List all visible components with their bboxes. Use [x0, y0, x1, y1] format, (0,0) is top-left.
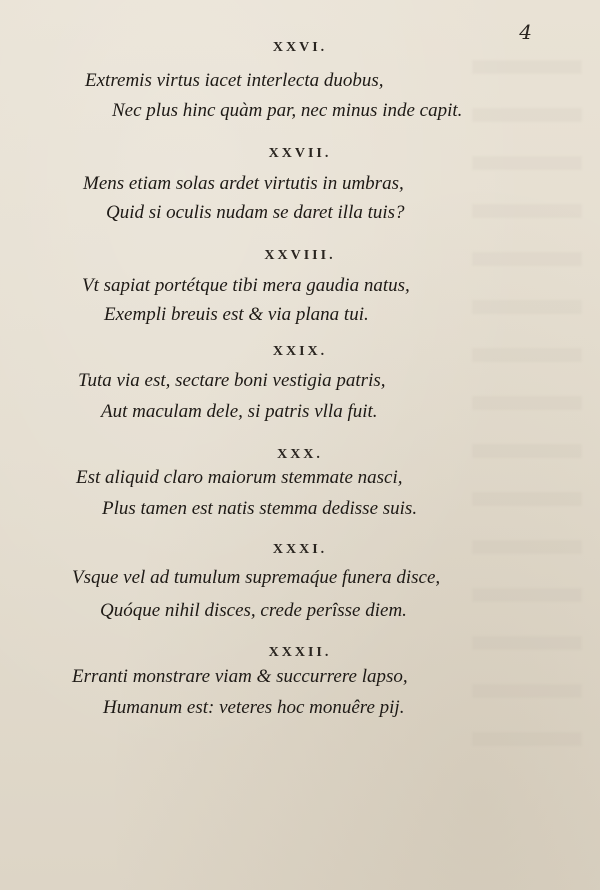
verse-line: Humanum est: veteres hoc monuêre pij.: [103, 697, 405, 718]
verse-line: Vt sapiat portétque tibi mera gaudia natus,: [82, 275, 410, 296]
page-number: 4: [519, 20, 532, 44]
verse-line: Quóque nihil disces, crede perîsse diem.: [100, 600, 407, 621]
verse-line: Tuta via est, sectare boni vestigia patris,: [78, 370, 386, 391]
verse-line: Nec plus hinc quàm par, nec minus inde capit.: [112, 100, 463, 121]
verse-line: Plus tamen est natis stemma dedisse suis.: [102, 498, 418, 519]
verse-line: Mens etiam solas ardet virtutis in umbras,: [83, 173, 404, 194]
verse-line: Extremis virtus iacet interlecta duobus,: [85, 70, 384, 91]
verse-line: Aut maculam dele, si patris vlla fuit.: [101, 401, 378, 422]
verse-line: Exempli breuis est & via plana tui.: [104, 304, 369, 325]
epigram-numeral: XXVI.: [272, 40, 328, 55]
epigram-numeral: XXX.: [277, 447, 323, 462]
epigram-numeral: XXVII.: [268, 146, 332, 161]
verse-line: Erranti monstrare viam & succurrere lapso,: [72, 666, 408, 687]
epigram-numeral: XXIX.: [272, 344, 328, 359]
epigram-numeral: XXXI.: [272, 542, 328, 557]
verse-line: Est aliquid claro maiorum stemmate nasci,: [76, 467, 403, 488]
verse-line: Quid si oculis nudam se daret illa tuis?: [106, 202, 405, 223]
epigram-numeral: XXXII.: [268, 645, 332, 660]
epigram-numeral: XXVIII.: [264, 248, 336, 263]
verse-line: Vsque vel ad tumulum supremaq́ue funera disce,: [72, 567, 441, 588]
